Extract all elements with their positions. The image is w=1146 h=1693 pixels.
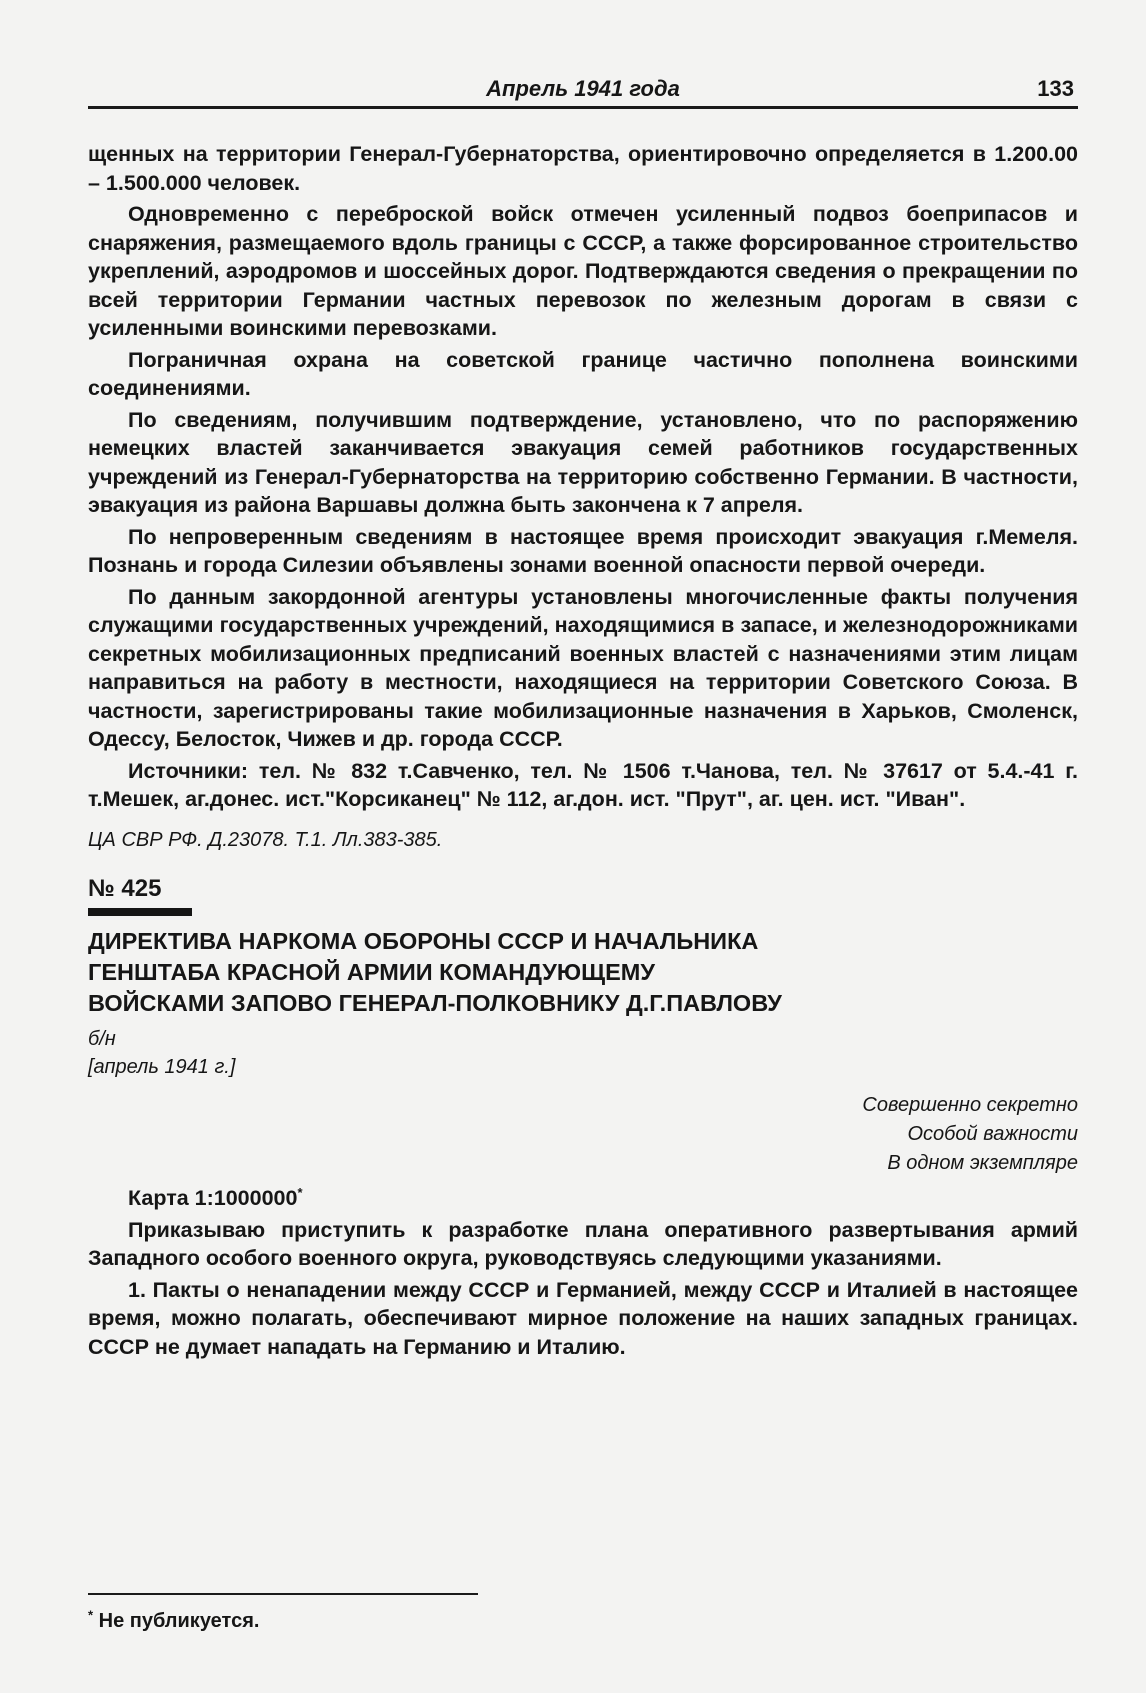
secrecy-stamp	[88, 1091, 1078, 1178]
footnote-marker: *	[297, 1184, 303, 1200]
secrecy-line: Особой важности	[907, 1123, 1078, 1145]
directive-paragraph: Приказываю приступить к разработке плана оперативного развертывания армий Западного особого военного округа, руководствуясь следующими указаниями.	[88, 1217, 1078, 1270]
paragraph: Пограничная охрана на советской границе частично пополнена воинскими соединениями.	[88, 347, 1078, 400]
paragraph: Одновременно с переброской войск отмечен усиленный подвоз боеприпасов и снаряжения, размещаемого вдоль границы с СССР, а также форсированное строительство укреплений, аэродромов и шоссейных дорог. Подтверждаются сведения о прекращении по всей территории Германии частных перевозок по железным дорогам в связи с усиленными воинскими перевозками.	[88, 202, 1078, 340]
archive-reference: ЦА СВР РФ. Д.23078. Т.1. Лл.383-385.	[88, 828, 443, 851]
map-label-text: Карта 1:1000000	[128, 1186, 298, 1210]
paragraph: щенных на территории Генерал-Губернаторства, ориентировочно определяется в 1.200.00 – 1.500.000 человек.	[88, 142, 1078, 195]
secrecy-line: В одном экземпляре	[887, 1152, 1078, 1174]
document-meta-number: б/н	[88, 1028, 116, 1050]
footnote-text: Не публикуется.	[98, 1610, 260, 1632]
directive-paragraph: 1. Пакты о ненападении между СССР и Германией, между СССР и Италией в настоящее время, можно полагать, обеспечивают мирное положение на наших западных границах. СССР не думает нападать на Германию и Италию.	[88, 1277, 1078, 1359]
secrecy-line: Совершенно секретно	[862, 1094, 1078, 1116]
running-header	[88, 72, 1078, 109]
paragraph: По сведениям, получившим подтверждение, установлено, что по распоряжению немецких властей заканчивается эвакуация семей работников государственных учреждений из Генерал-Губернаторства на территорию собственно Германии. В частности, эвакуация из района Варшавы должна быть закончена к 7 апреля.	[88, 407, 1078, 517]
document-title-line: ГЕНШТАБА КРАСНОЙ АРМИИ КОМАНДУЮЩЕМУ	[88, 959, 655, 985]
document-title-line: ДИРЕКТИВА НАРКОМА ОБОРОНЫ СССР И НАЧАЛЬНИКА	[88, 928, 759, 954]
footnote	[88, 1607, 260, 1633]
sources-paragraph: Источники: тел. № 832 т.Савченко, тел. № 1506 т.Чанова, тел. № 37617 от 5.4.-41 г. т.Мешек, аг.донес. ист."Корсиканец" № 112, аг.дон. ист. "Прут", аг. цен. ист. "Иван".	[88, 758, 1078, 811]
paragraph: По непроверенным сведениям в настоящее время происходит эвакуация г.Мемеля. Познань и города Силезии объявлены зонами военной опасности первой очереди.	[88, 524, 1078, 577]
document-number-rule	[88, 908, 192, 916]
footnote-mark: *	[88, 1607, 94, 1623]
map-label	[88, 1184, 1078, 1213]
document-number: № 425	[88, 875, 162, 902]
header-title: Апрель 1941 года	[486, 76, 680, 101]
page-body	[88, 140, 1078, 1364]
document-meta-date: [апрель 1941 г.]	[88, 1056, 236, 1078]
paragraph: По данным закордонной агентуры установлены многочисленные факты получения служащими государственных учреждений, находящимися в запасе, и железнодорожниками секретных мобилизационных предписаний военных властей с назначениями этим лицам направиться на работу в местности, находящиеся на территории Советского Союза. В частности, зарегистрированы такие мобилизационные назначения в Харьков, Смоленск, Одессу, Белосток, Чижев и др. города СССР.	[88, 584, 1078, 751]
document-title	[88, 926, 1078, 1019]
document-title-line: ВОЙСКАМИ ЗАПОВО ГЕНЕРАЛ-ПОЛКОВНИКУ Д.Г.ПАВЛОВУ	[88, 990, 782, 1016]
page-number: 133	[1037, 76, 1074, 101]
footnote-divider	[88, 1593, 478, 1595]
